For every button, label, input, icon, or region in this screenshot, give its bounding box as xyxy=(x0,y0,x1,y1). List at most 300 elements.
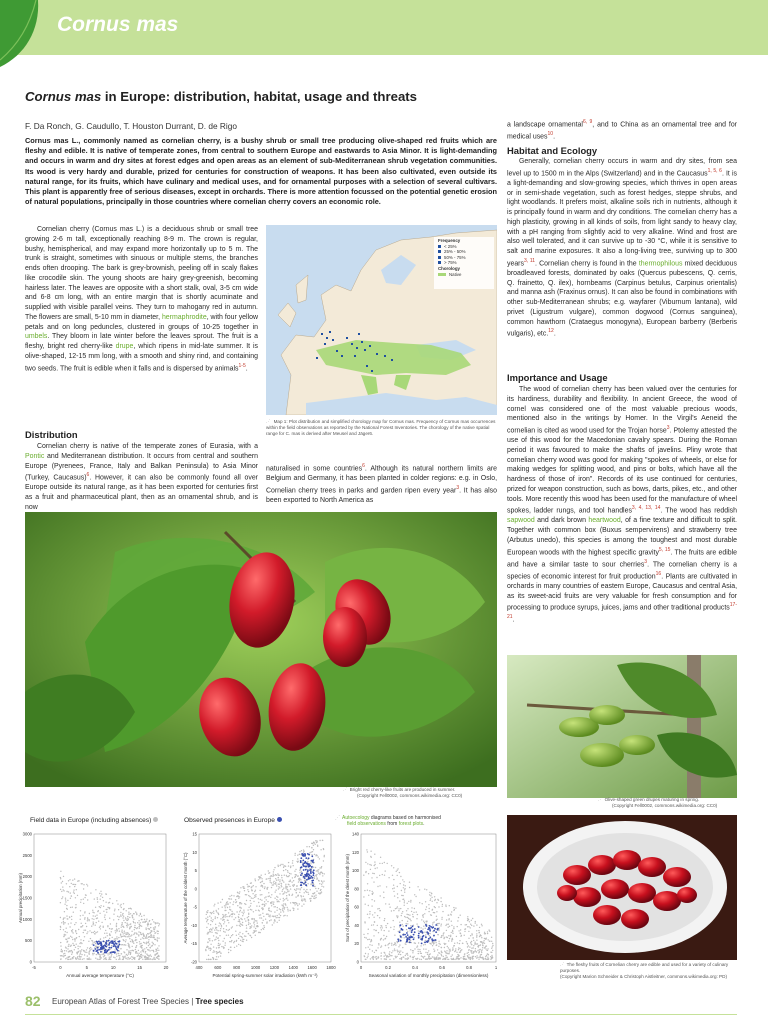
field-point xyxy=(216,911,217,912)
distribution-paragraph: Cornelian cherry is native of the temperate zones of Eurasia, with a Pontic and Mediterranean distribution. It occurs from central and southern Europe (Pyrenees, France, Italy and Balkan Peninsula) to Asia Minor (Turkey, Caucasus)$^6$. However, it can also be commonly found all over Europe outside its natural range, as it has been exported for centuries first as a fruit and pharmaceutical plant, then as an ornamental shrub, and is now xyxy=(25,443,258,511)
field-point xyxy=(409,914,410,915)
field-point xyxy=(86,884,87,885)
field-point xyxy=(248,924,249,925)
field-point xyxy=(434,896,435,897)
field-point xyxy=(486,950,487,951)
field-point xyxy=(109,934,110,935)
field-point xyxy=(323,860,324,861)
field-point xyxy=(479,956,480,957)
field-point xyxy=(440,901,441,902)
y-tick-label: 1500 xyxy=(22,895,32,901)
field-point xyxy=(225,907,226,908)
field-point xyxy=(301,899,302,900)
field-point xyxy=(264,904,265,905)
field-point xyxy=(239,919,240,920)
field-point xyxy=(218,943,219,944)
field-point xyxy=(255,880,256,881)
field-point xyxy=(140,951,141,952)
field-point xyxy=(151,931,152,932)
field-point xyxy=(272,916,273,917)
distribution-map xyxy=(266,225,497,415)
field-point xyxy=(63,956,64,957)
field-point xyxy=(393,958,394,959)
field-point xyxy=(445,906,446,907)
field-point xyxy=(319,867,320,868)
field-point xyxy=(383,935,384,936)
field-point xyxy=(119,916,120,917)
field-point xyxy=(293,880,294,881)
field-point xyxy=(324,873,325,874)
field-point xyxy=(455,948,456,949)
grey-dot-icon xyxy=(153,817,158,822)
field-point xyxy=(248,886,249,887)
field-point xyxy=(418,953,419,954)
presence-point xyxy=(307,871,309,873)
presence-point xyxy=(307,875,309,877)
field-point xyxy=(485,958,486,959)
field-point xyxy=(410,920,411,921)
field-point xyxy=(225,905,226,906)
field-point xyxy=(424,922,425,923)
field-point xyxy=(311,854,312,855)
field-point xyxy=(98,953,99,954)
field-point xyxy=(482,943,483,944)
field-point xyxy=(153,951,154,952)
field-point xyxy=(78,929,79,930)
field-point xyxy=(281,885,282,886)
field-point xyxy=(298,895,299,896)
field-point xyxy=(394,950,395,951)
glossary-link-sapwood[interactable]: sapwood xyxy=(507,517,535,525)
field-point xyxy=(154,933,155,934)
field-point xyxy=(230,947,231,948)
field-point xyxy=(316,874,317,875)
field-point xyxy=(264,888,265,889)
field-point xyxy=(407,921,408,922)
field-point xyxy=(393,867,394,868)
field-point xyxy=(383,897,384,898)
field-point xyxy=(222,917,223,918)
field-point xyxy=(129,917,130,918)
field-point xyxy=(401,915,402,916)
presence-point xyxy=(300,874,302,876)
field-point xyxy=(427,954,428,955)
field-point xyxy=(70,898,71,899)
field-point xyxy=(471,948,472,949)
y-tick-label: 40 xyxy=(354,922,359,928)
field-point xyxy=(206,959,207,960)
field-point xyxy=(122,944,123,945)
field-point xyxy=(128,957,129,958)
field-point xyxy=(147,942,148,943)
field-point xyxy=(224,945,225,946)
field-point xyxy=(92,954,93,955)
field-point xyxy=(64,935,65,936)
field-point xyxy=(79,954,80,955)
field-point xyxy=(103,906,104,907)
field-point xyxy=(270,876,271,877)
field-point xyxy=(292,902,293,903)
field-point xyxy=(451,914,452,915)
field-point xyxy=(364,937,365,938)
field-point xyxy=(364,955,365,956)
field-point xyxy=(247,884,248,885)
field-point xyxy=(111,955,112,956)
field-point xyxy=(404,905,405,906)
presence-point xyxy=(433,935,435,937)
presence-point xyxy=(413,934,415,936)
field-point xyxy=(219,944,220,945)
field-point xyxy=(129,934,130,935)
field-point xyxy=(228,912,229,913)
presence-point xyxy=(117,945,119,947)
field-point xyxy=(466,941,467,942)
field-point xyxy=(423,944,424,945)
field-point xyxy=(287,909,288,910)
field-point xyxy=(315,897,316,898)
field-point xyxy=(126,910,127,911)
field-point xyxy=(294,902,295,903)
field-point xyxy=(100,956,101,957)
field-point xyxy=(470,927,471,928)
caption-marker-icon: ⋰ xyxy=(343,787,348,792)
field-point xyxy=(216,936,217,937)
field-point xyxy=(258,876,259,877)
field-point xyxy=(481,924,482,925)
y-tick-label: 2500 xyxy=(22,852,32,858)
field-point xyxy=(279,881,280,882)
field-point xyxy=(449,905,450,906)
field-point xyxy=(273,882,274,883)
field-point xyxy=(253,911,254,912)
field-point xyxy=(97,959,98,960)
field-point xyxy=(79,943,80,944)
field-point xyxy=(432,924,433,925)
field-point xyxy=(382,874,383,875)
field-point xyxy=(206,947,207,948)
field-point xyxy=(446,919,447,920)
field-point xyxy=(406,953,407,954)
field-point xyxy=(460,950,461,951)
glossary-link-thermophilous[interactable]: thermophilous xyxy=(638,260,683,268)
field-point xyxy=(136,942,137,943)
field-point xyxy=(380,939,381,940)
field-point xyxy=(457,920,458,921)
field-point xyxy=(62,881,63,882)
field-point xyxy=(208,932,209,933)
field-point xyxy=(252,890,253,891)
field-point xyxy=(294,889,295,890)
field-point xyxy=(241,907,242,908)
field-point xyxy=(479,957,480,958)
field-point xyxy=(278,900,279,901)
field-point xyxy=(433,957,434,958)
field-point xyxy=(63,929,64,930)
presence-point xyxy=(411,931,413,933)
field-point xyxy=(479,949,480,950)
field-point xyxy=(456,952,457,953)
field-point xyxy=(322,882,323,883)
field-point xyxy=(402,952,403,953)
y-tick-label: -10 xyxy=(190,922,197,928)
field-point xyxy=(453,928,454,929)
field-point xyxy=(374,922,375,923)
field-point xyxy=(401,913,402,914)
field-point xyxy=(152,945,153,946)
field-point xyxy=(71,883,72,884)
y-axis-label: Average temperature of the coldest month (°C) xyxy=(183,852,188,944)
field-point xyxy=(120,934,121,935)
field-point xyxy=(376,959,377,960)
field-point xyxy=(254,931,255,932)
field-point xyxy=(240,918,241,919)
field-point xyxy=(377,908,378,909)
presence-point xyxy=(400,924,402,926)
field-point xyxy=(423,914,424,915)
field-point xyxy=(429,935,430,936)
field-point xyxy=(66,883,67,884)
field-point xyxy=(67,918,68,919)
field-point xyxy=(248,913,249,914)
field-point xyxy=(393,885,394,886)
field-point xyxy=(428,955,429,956)
field-point xyxy=(406,910,407,911)
field-point xyxy=(141,934,142,935)
field-point xyxy=(377,958,378,959)
field-point xyxy=(151,950,152,951)
field-point xyxy=(63,923,64,924)
field-point xyxy=(230,909,231,910)
field-point xyxy=(403,926,404,927)
field-point xyxy=(259,910,260,911)
field-point xyxy=(80,919,81,920)
field-point xyxy=(112,937,113,938)
field-point xyxy=(210,959,211,960)
field-point xyxy=(485,939,486,940)
field-point xyxy=(420,927,421,928)
field-point xyxy=(140,932,141,933)
field-point xyxy=(414,942,415,943)
field-point xyxy=(75,931,76,932)
field-point xyxy=(120,905,121,906)
glossary-link-heartwood[interactable]: heartwood xyxy=(588,517,621,525)
field-point xyxy=(379,885,380,886)
y-tick-label: 10 xyxy=(192,849,197,855)
field-point xyxy=(136,928,137,929)
field-point xyxy=(101,893,102,894)
field-point xyxy=(224,905,225,906)
presence-point xyxy=(300,867,302,869)
field-point xyxy=(283,870,284,871)
field-point xyxy=(241,936,242,937)
field-point xyxy=(387,923,388,924)
field-point xyxy=(399,952,400,953)
field-point xyxy=(293,884,294,885)
field-point xyxy=(368,895,369,896)
field-point xyxy=(145,921,146,922)
field-point xyxy=(237,892,238,893)
presence-point xyxy=(407,934,409,936)
field-point xyxy=(423,921,424,922)
field-point xyxy=(232,904,233,905)
glossary-link-hermaphrodite[interactable]: hermaphrodite xyxy=(161,313,207,321)
field-point xyxy=(411,942,412,943)
description-paragraph: Cornelian cherry (Cornus mas L.) is a deciduous shrub or small tree growing 2-6 m tall, exceptionally reaching 8-9 m. The crown is regular, bushy, hemispherical, and may expand more horizontally up to 5 m. The trunk is straight, sometimes with sinuous or multiple stems, the branches ends often drooping. The bark is grey-brownish, peeling off in scaly flakes like crocodile skin. The young shoots are hairy grey-greenish, becoming hairless later. The leaves are opposite with a short stalk, oval, 3-5 cm wide and 6-8 cm long, with an entire margin that is shortly acuminate and supplied with visible parallel veins. They turn to mahogany red in autumn. The flowers are small, 5-10 mm in diameter, hermaphrodite, with four yellow petals and on long peduncles, clustered in groups of 10-25 together in umbels. They bloom in late winter before the leaves sprout. The fruit is a fleshy, bright red cherry-like drupe, which ripens in mid-late summer. It is olive-shaped, 12-15 mm long, with a smooth and shiny rind, and containing two seeds. The fruit is edible when it falls and is dispersed by animals$^{1-5}$. xyxy=(25,226,258,372)
field-point xyxy=(126,949,127,950)
field-point xyxy=(239,903,240,904)
field-point xyxy=(123,908,124,909)
field-point xyxy=(218,925,219,926)
field-point xyxy=(374,900,375,901)
field-point xyxy=(445,955,446,956)
field-point xyxy=(448,927,449,928)
field-point xyxy=(72,951,73,952)
field-point xyxy=(307,892,308,893)
field-point xyxy=(121,924,122,925)
x-axis-label: Seasonal variation of monthly precipitation (dimensionless) xyxy=(368,973,489,978)
field-point xyxy=(425,949,426,950)
field-point xyxy=(446,930,447,931)
field-point xyxy=(470,959,471,960)
field-point xyxy=(100,928,101,929)
field-point xyxy=(242,922,243,923)
field-point xyxy=(477,943,478,944)
presence-point xyxy=(312,871,314,873)
presence-point xyxy=(429,936,431,938)
field-point xyxy=(285,869,286,870)
field-point xyxy=(293,910,294,911)
field-point xyxy=(240,923,241,924)
field-point xyxy=(240,910,241,911)
field-point xyxy=(151,956,152,957)
field-point xyxy=(479,936,480,937)
field-point xyxy=(60,945,61,946)
field-point xyxy=(392,875,393,876)
field-point xyxy=(469,957,470,958)
field-point xyxy=(153,935,154,936)
field-point xyxy=(213,905,214,906)
field-point xyxy=(418,951,419,952)
field-point xyxy=(68,946,69,947)
field-point xyxy=(292,877,293,878)
presence-point xyxy=(433,939,435,941)
field-point xyxy=(424,913,425,914)
field-point xyxy=(130,950,131,951)
field-point xyxy=(283,881,284,882)
field-point xyxy=(245,936,246,937)
field-point xyxy=(207,916,208,917)
field-point xyxy=(74,924,75,925)
field-point xyxy=(253,901,254,902)
field-point xyxy=(208,938,209,939)
field-point xyxy=(130,923,131,924)
field-point xyxy=(96,922,97,923)
field-point xyxy=(83,930,84,931)
field-point xyxy=(297,908,298,909)
field-point xyxy=(233,942,234,943)
field-point xyxy=(123,944,124,945)
field-point xyxy=(251,882,252,883)
field-point xyxy=(481,925,482,926)
field-point xyxy=(65,898,66,899)
field-point xyxy=(367,883,368,884)
field-point xyxy=(281,877,282,878)
presence-point xyxy=(312,882,314,884)
field-point xyxy=(109,918,110,919)
presence-point xyxy=(312,861,314,863)
field-point xyxy=(84,954,85,955)
field-point xyxy=(212,921,213,922)
presence-point xyxy=(306,866,308,868)
field-point xyxy=(468,919,469,920)
habitat-heading: Habitat and Ecology xyxy=(507,145,598,156)
field-point xyxy=(238,934,239,935)
field-point xyxy=(251,897,252,898)
field-point xyxy=(471,925,472,926)
field-point xyxy=(239,891,240,892)
field-point xyxy=(130,952,131,953)
presence-point xyxy=(429,928,431,930)
field-point xyxy=(135,949,136,950)
photo3-caption: ⋰ The fleshy fruits of Cornelian cherry are edible and used for a variety of culinary purposes. (Copyright Marion Schneider & Christoph Aistleitner, commons.wikimedia.org: PD) xyxy=(560,962,729,980)
field-point xyxy=(438,941,439,942)
field-point xyxy=(299,870,300,871)
field-point xyxy=(372,914,373,915)
field-point xyxy=(318,880,319,881)
field-point xyxy=(143,915,144,916)
field-point xyxy=(262,922,263,923)
glossary-link-pontic[interactable]: Pontic xyxy=(25,452,45,460)
glossary-link-drupe[interactable]: drupe xyxy=(115,343,134,350)
field-point xyxy=(449,949,450,950)
field-point xyxy=(401,958,402,959)
field-point xyxy=(466,924,467,925)
footer-text: European Atlas of Forest Tree Species | Tree species xyxy=(52,997,244,1006)
x-tick-label: 5 xyxy=(85,965,88,970)
field-point xyxy=(269,880,270,881)
field-point xyxy=(92,940,93,941)
field-point xyxy=(409,930,410,931)
field-point xyxy=(323,881,324,882)
field-point xyxy=(297,905,298,906)
field-point xyxy=(363,875,364,876)
field-point xyxy=(470,957,471,958)
field-point xyxy=(254,895,255,896)
field-point xyxy=(77,957,78,958)
field-point xyxy=(153,929,154,930)
field-point xyxy=(448,935,449,936)
field-point xyxy=(148,933,149,934)
glossary-link-umbels[interactable]: umbels xyxy=(25,333,48,341)
field-point xyxy=(396,957,397,958)
field-point xyxy=(452,959,453,960)
field-point xyxy=(212,940,213,941)
field-point xyxy=(389,904,390,905)
field-point xyxy=(251,909,252,910)
field-point xyxy=(439,923,440,924)
field-point xyxy=(225,942,226,943)
field-point xyxy=(66,957,67,958)
presence-point xyxy=(431,938,433,940)
field-point xyxy=(67,900,68,901)
field-point xyxy=(247,889,248,890)
field-point xyxy=(274,911,275,912)
field-point xyxy=(276,899,277,900)
field-point xyxy=(288,862,289,863)
field-point xyxy=(454,943,455,944)
field-point xyxy=(379,863,380,864)
field-point xyxy=(397,893,398,894)
